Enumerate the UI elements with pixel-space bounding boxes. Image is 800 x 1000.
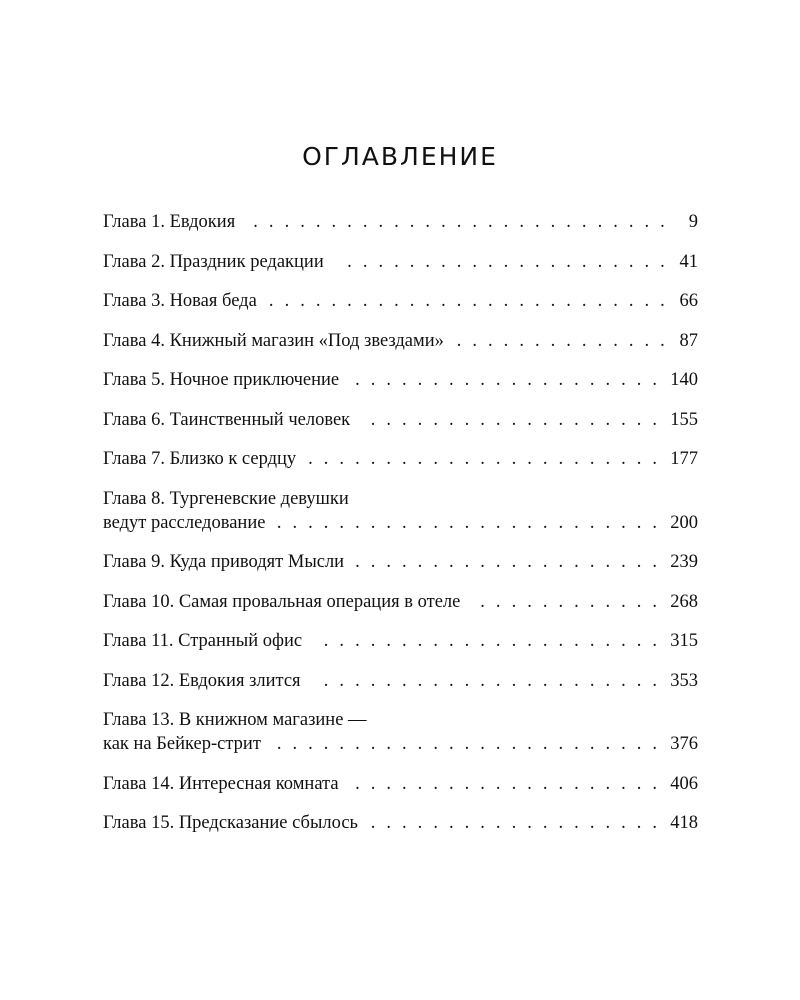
toc-entry-6 <box>103 408 698 432</box>
chapter-title: Глава 2. Праздник редакции <box>103 251 324 272</box>
chapter-title: как на Бейкер-стрит <box>103 734 261 754</box>
page-number: 41 <box>679 251 698 272</box>
toc-entry-4 <box>103 329 698 353</box>
toc-entry-5 <box>103 368 698 392</box>
dot-leader <box>370 811 660 835</box>
page-number: 87 <box>679 330 698 351</box>
toc-entry-15 <box>103 811 698 835</box>
chapter-title: Глава 5. Ночное приключение <box>103 370 340 390</box>
dot-leader <box>269 289 668 313</box>
dot-leader <box>277 511 660 535</box>
chapter-title: Глава 6. Таинственный человек <box>103 409 351 430</box>
chapter-title: Глава 3. Новая беда <box>103 291 257 311</box>
dot-leader <box>247 210 668 234</box>
dot-leader <box>313 669 661 693</box>
page-number: 66 <box>679 291 698 311</box>
page-number: 418 <box>670 813 698 833</box>
dot-leader <box>273 732 660 756</box>
page-number: 353 <box>670 670 698 691</box>
dot-leader <box>456 329 668 353</box>
toc-entry-10 <box>103 590 698 614</box>
table-of-contents <box>103 210 698 851</box>
chapter-title: Глава 4. Книжный магазин «Под звездами» <box>103 330 444 351</box>
toc-entry-11 <box>103 629 698 653</box>
page-number: 376 <box>670 734 698 754</box>
page-number: 155 <box>670 409 698 430</box>
page-number: 177 <box>670 449 698 469</box>
toc-entry-12 <box>103 669 698 693</box>
dot-leader <box>314 629 660 653</box>
chapter-title-line1: Глава 13. В книжном магазине — <box>103 710 367 730</box>
dot-leader <box>472 590 660 614</box>
dot-leader <box>308 447 660 471</box>
chapter-title: Глава 9. Куда приводят Мысли <box>103 552 345 572</box>
dot-leader <box>356 550 660 574</box>
chapter-title-line1: Глава 8. Тургеневские девушки <box>103 488 349 509</box>
chapter-title: ведут расследование <box>103 512 266 533</box>
toc-entry-1 <box>103 210 698 234</box>
chapter-title: Глава 10. Самая провальная операция в отеле <box>103 591 461 612</box>
toc-entry-3 <box>103 289 698 313</box>
chapter-title: Глава 1. Евдокия <box>103 212 236 232</box>
page-number: 140 <box>670 370 698 390</box>
toc-entry-2 <box>103 250 698 274</box>
page-number: 9 <box>688 212 698 232</box>
chapter-title: Глава 12. Евдокия злится <box>103 670 301 691</box>
chapter-title: Глава 15. Предсказание сбылось <box>103 813 358 833</box>
toc-entry-14 <box>103 772 698 796</box>
page-number: 200 <box>670 512 698 533</box>
toc-entry-7 <box>103 447 698 471</box>
page-number: 268 <box>670 591 698 612</box>
page-title: ОГЛАВЛЕНИЕ <box>302 142 498 171</box>
toc-entry-13 <box>103 708 698 756</box>
chapter-title: Глава 11. Странный офис <box>103 631 303 651</box>
dot-leader <box>351 772 661 796</box>
page-number: 406 <box>670 773 698 794</box>
page-number: 239 <box>670 552 698 572</box>
page-number: 315 <box>670 631 698 651</box>
chapter-title: Глава 7. Близко к сердцу <box>103 449 297 469</box>
dot-leader <box>362 408 660 432</box>
dot-leader <box>351 368 660 392</box>
chapter-title: Глава 14. Интересная комната <box>103 773 339 794</box>
toc-entry-8 <box>103 487 698 535</box>
toc-entry-9 <box>103 550 698 574</box>
dot-leader <box>336 250 668 274</box>
